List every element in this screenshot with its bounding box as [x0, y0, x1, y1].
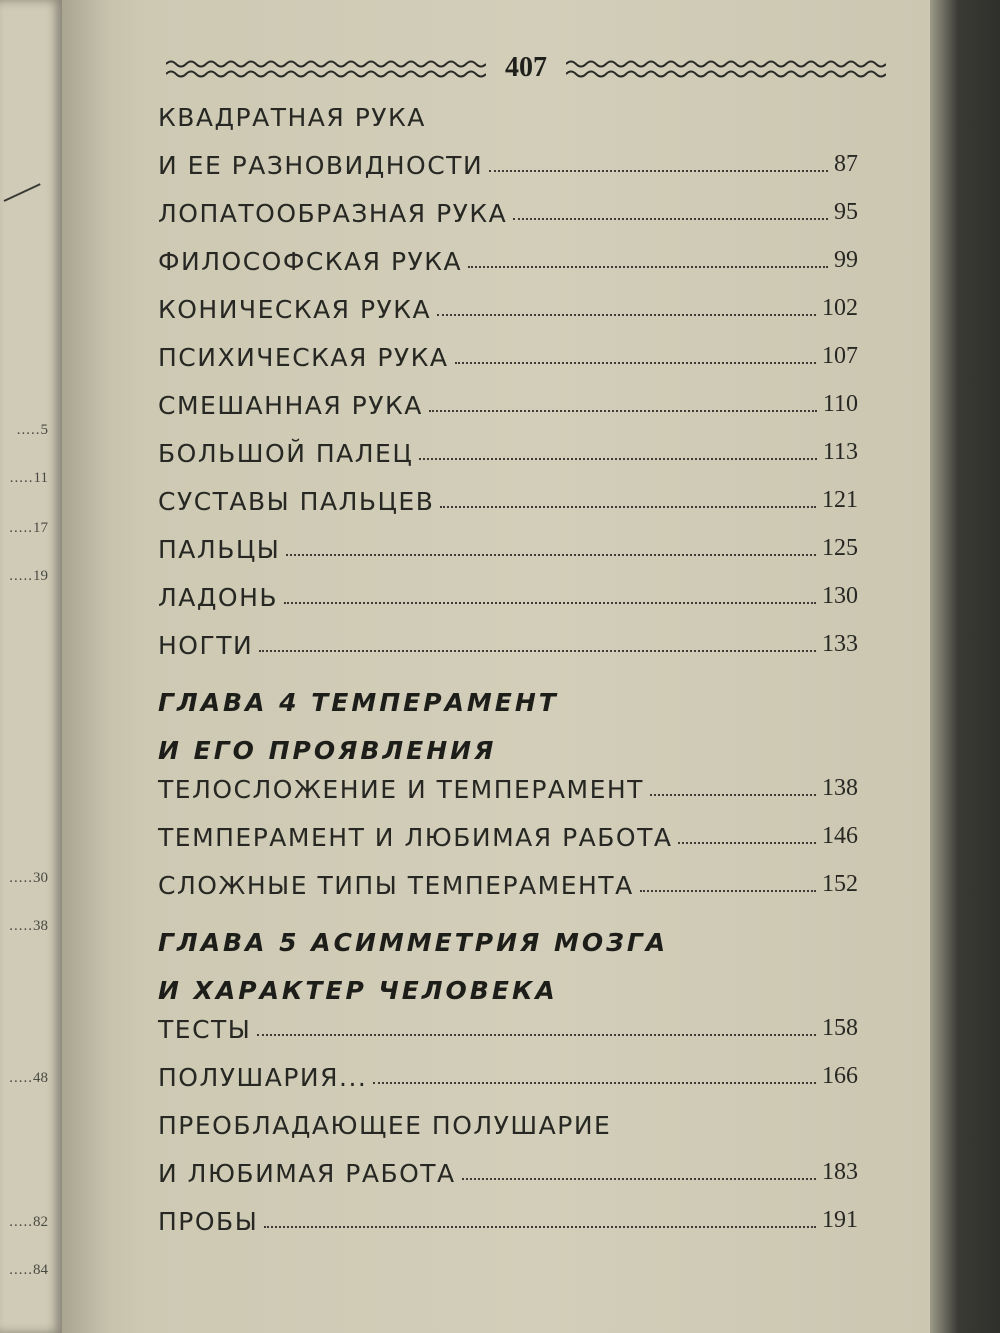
toc-entry-page: 95 — [834, 199, 858, 225]
toc-entry — [158, 572, 858, 612]
left-page-number: .....5 — [16, 422, 48, 438]
wave-ornament-left — [166, 56, 486, 80]
dot-leader — [286, 552, 816, 556]
toc-entry-title: СУСТАВЫ ПАЛЬЦЕВ — [158, 487, 435, 516]
dot-leader — [419, 456, 817, 460]
toc-entry — [158, 332, 858, 372]
toc-entry — [158, 524, 858, 564]
toc-entry-title: ТЕСТЫ — [158, 1015, 252, 1044]
toc-entry-page: 191 — [822, 1207, 858, 1233]
toc-entry-title: СЛОЖНЫЕ ТИПЫ ТЕМПЕРАМЕНТА — [158, 871, 634, 900]
toc-entry-page: 113 — [822, 439, 858, 465]
toc-entry — [158, 236, 858, 276]
toc-entry — [158, 188, 858, 228]
toc-entry — [158, 1052, 858, 1092]
page-header — [166, 48, 886, 88]
left-page-number: .....11 — [9, 470, 48, 486]
toc-entry-title: ПСИХИЧЕСКАЯ РУКА — [158, 343, 449, 372]
toc-entry-title: НОГТИ — [158, 631, 254, 660]
dot-leader — [284, 600, 816, 604]
dot-leader — [257, 1032, 816, 1036]
page-number: 407 — [505, 52, 547, 83]
toc-entry — [158, 812, 858, 852]
wave-ornament-right — [566, 56, 886, 80]
book-gutter — [62, 0, 148, 1333]
dot-leader — [640, 888, 816, 892]
toc-entry — [158, 764, 858, 804]
toc-entry-page: 183 — [822, 1159, 858, 1185]
toc-entry-page: 146 — [822, 823, 858, 849]
toc-entry-title: БОЛЬШОЙ ПАЛЕЦ — [158, 439, 414, 468]
toc-entry — [158, 1100, 611, 1140]
toc-entry — [158, 284, 858, 324]
toc-entry — [158, 476, 858, 516]
toc-entry-title: ФИЛОСОФСКАЯ РУКА — [158, 247, 463, 276]
toc-entry-title: ПРЕОБЛАДАЮЩЕЕ ПОЛУШАРИЕ — [158, 1111, 612, 1140]
toc-entry-page: 99 — [834, 247, 858, 273]
toc-entry — [158, 860, 858, 900]
toc-entry-page: 110 — [822, 391, 858, 417]
dot-leader — [455, 360, 816, 364]
toc-entry-title: КВАДРАТНАЯ РУКА — [158, 103, 426, 132]
left-page-number: .....38 — [9, 918, 48, 934]
toc-entry-page: 102 — [822, 295, 858, 321]
left-page-number: .....48 — [9, 1070, 48, 1086]
toc-entry-title: И ЛЮБИМАЯ РАБОТА — [158, 1159, 456, 1188]
chapter-heading: ГЛАВА 4 ТЕМПЕРАМЕНТ — [158, 688, 559, 717]
toc-entry-page: 138 — [822, 775, 858, 801]
toc-entry — [158, 428, 858, 468]
dot-leader — [462, 1176, 816, 1180]
dot-leader — [489, 168, 828, 172]
toc-entry-page: 166 — [822, 1063, 858, 1089]
left-page-rule — [4, 183, 41, 202]
toc-entry — [158, 1148, 858, 1188]
toc-entry-page: 130 — [822, 583, 858, 609]
toc-page — [148, 0, 930, 1333]
dot-leader — [650, 792, 816, 796]
dot-leader — [440, 504, 816, 508]
left-page-number: .....84 — [9, 1262, 48, 1278]
left-page-number: .....17 — [9, 520, 48, 536]
dot-leader — [373, 1080, 816, 1084]
toc-entry-page: 121 — [822, 487, 858, 513]
toc-entry — [158, 620, 858, 660]
dot-leader — [513, 216, 828, 220]
dot-leader — [468, 264, 828, 268]
toc-entry-title: ПРОБЫ — [158, 1207, 259, 1236]
left-page-number: .....30 — [9, 870, 48, 886]
toc-entry-title: ПАЛЬЦЫ — [158, 535, 281, 564]
dot-leader — [264, 1224, 816, 1228]
toc-entry — [158, 1196, 858, 1236]
left-page-number: .....19 — [9, 568, 48, 584]
toc-entry — [158, 140, 858, 180]
left-page-edge — [0, 0, 62, 1333]
dot-leader — [429, 408, 817, 412]
toc-entry-title: ЛАДОНЬ — [158, 583, 279, 612]
toc-entry-title: ТЕМПЕРАМЕНТ И ЛЮБИМАЯ РАБОТА — [158, 823, 673, 852]
toc-entry-page: 125 — [822, 535, 858, 561]
toc-entry — [158, 1004, 858, 1044]
right-page-edge — [930, 0, 1000, 1333]
dot-leader — [678, 840, 816, 844]
left-page-number: .....82 — [9, 1214, 48, 1230]
toc-entry-title: И ЕЕ РАЗНОВИДНОСТИ — [158, 151, 484, 180]
toc-entry — [158, 92, 426, 132]
toc-entry-title: СМЕШАННАЯ РУКА — [158, 391, 423, 420]
toc-entry-page: 107 — [822, 343, 858, 369]
toc-entry-page: 133 — [822, 631, 858, 657]
dot-leader — [259, 648, 816, 652]
toc-entry-page: 87 — [834, 151, 858, 177]
toc-entry-title: ЛОПАТООБРАЗНАЯ РУКА — [158, 199, 508, 228]
toc-entry-page: 158 — [822, 1015, 858, 1041]
toc-entry-title: ТЕЛОСЛОЖЕНИЕ И ТЕМПЕРАМЕНТ — [158, 775, 644, 804]
toc-entry — [158, 380, 858, 420]
toc-entry-title: ПОЛУШАРИЯ... — [158, 1063, 368, 1092]
toc-entry-title: КОНИЧЕСКАЯ РУКА — [158, 295, 432, 324]
toc-entry-page: 152 — [822, 871, 858, 897]
chapter-heading: И ЕГО ПРОЯВЛЕНИЯ — [158, 736, 497, 765]
dot-leader — [437, 312, 816, 316]
chapter-heading: И ХАРАКТЕР ЧЕЛОВЕКА — [158, 976, 558, 1005]
chapter-heading: ГЛАВА 5 АСИММЕТРИЯ МОЗГА — [158, 928, 669, 957]
